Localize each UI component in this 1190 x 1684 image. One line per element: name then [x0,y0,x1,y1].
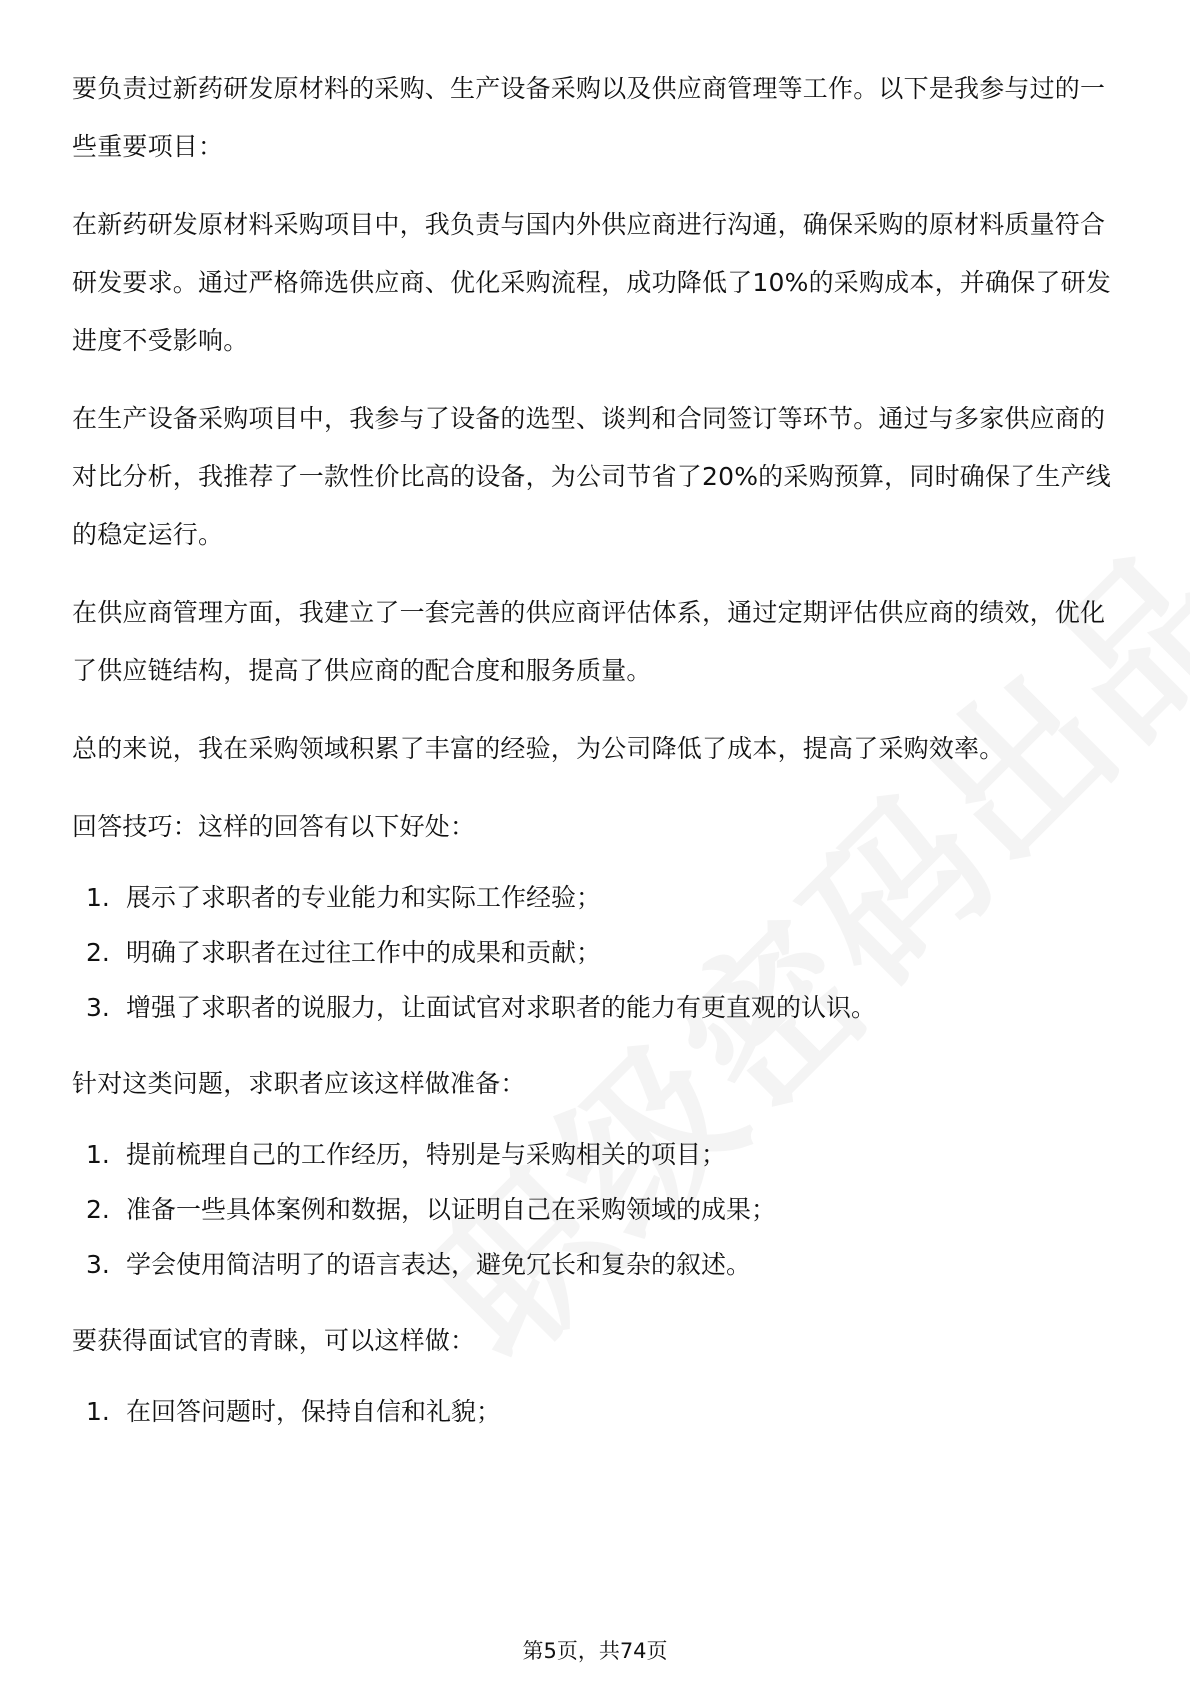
list-item [72,1127,1122,1182]
list-number: 3. [86,1250,110,1279]
list-item [72,870,1122,925]
list-text: 提前梳理自己的工作经历，特别是与采购相关的项目； [126,1140,727,1169]
page-indicator: 第5页，共74页 [522,1639,668,1663]
list-number: 2. [86,1195,110,1224]
list-item [72,1237,1122,1292]
paragraph-supplier-management: 在供应商管理方面，我建立了一套完善的供应商评估体系，通过定期评估供应商的绩效，优化了供应链结构，提高了供应商的配合度和服务质量。 [72,598,1106,685]
paragraph-materials-project: 在新药研发原材料采购项目中，我负责与国内外供应商进行沟通，确保采购的原材料质量符合研发要求。通过严格筛选供应商、优化采购流程，成功降低了10%的采购成本，并确保了研发进度不受影响。 [72,210,1111,355]
prep-list [72,1127,1122,1292]
list-item [72,1384,1122,1439]
list-item [72,925,1122,980]
list-number: 1. [86,1140,110,1169]
list-number: 1. [86,1397,110,1426]
list-number: 3. [86,993,110,1022]
list-text: 增强了求职者的说服力，让面试官对求职者的能力有更直观的认识。 [126,993,877,1022]
list-item [72,980,1122,1035]
prep-heading: 针对这类问题，求职者应该这样做准备： [72,1069,526,1098]
paragraph-summary: 总的来说，我在采购领域积累了丰富的经验，为公司降低了成本，提高了采购效率。 [72,734,1005,763]
list-number: 1. [86,883,110,912]
paragraph-intro: 要负责过新药研发原材料的采购、生产设备采购以及供应商管理等工作。以下是我参与过的一些重要项目： [72,74,1106,161]
document-page [72,60,1122,1459]
list-item [72,1182,1122,1237]
paragraph-equipment-project: 在生产设备采购项目中，我参与了设备的选型、谈判和合同签订等环节。通过与多家供应商的对比分析，我推荐了一款性价比高的设备，为公司节省了20%的采购预算，同时确保了生产线的稳定运行。 [72,404,1111,549]
list-text: 明确了求职者在过往工作中的成果和贡献； [126,938,602,967]
tips-list [72,870,1122,1035]
list-text: 在回答问题时，保持自信和礼貌； [126,1397,502,1426]
list-text: 学会使用简洁明了的语言表达，避免冗长和复杂的叙述。 [126,1250,752,1279]
tips-heading: 回答技巧：这样的回答有以下好处： [72,812,476,841]
list-text: 展示了求职者的专业能力和实际工作经验； [126,883,602,912]
list-text: 准备一些具体案例和数据，以证明自己在采购领域的成果； [126,1195,777,1224]
list-number: 2. [86,938,110,967]
favor-list [72,1384,1122,1439]
favor-heading: 要获得面试官的青睐，可以这样做： [72,1326,476,1355]
